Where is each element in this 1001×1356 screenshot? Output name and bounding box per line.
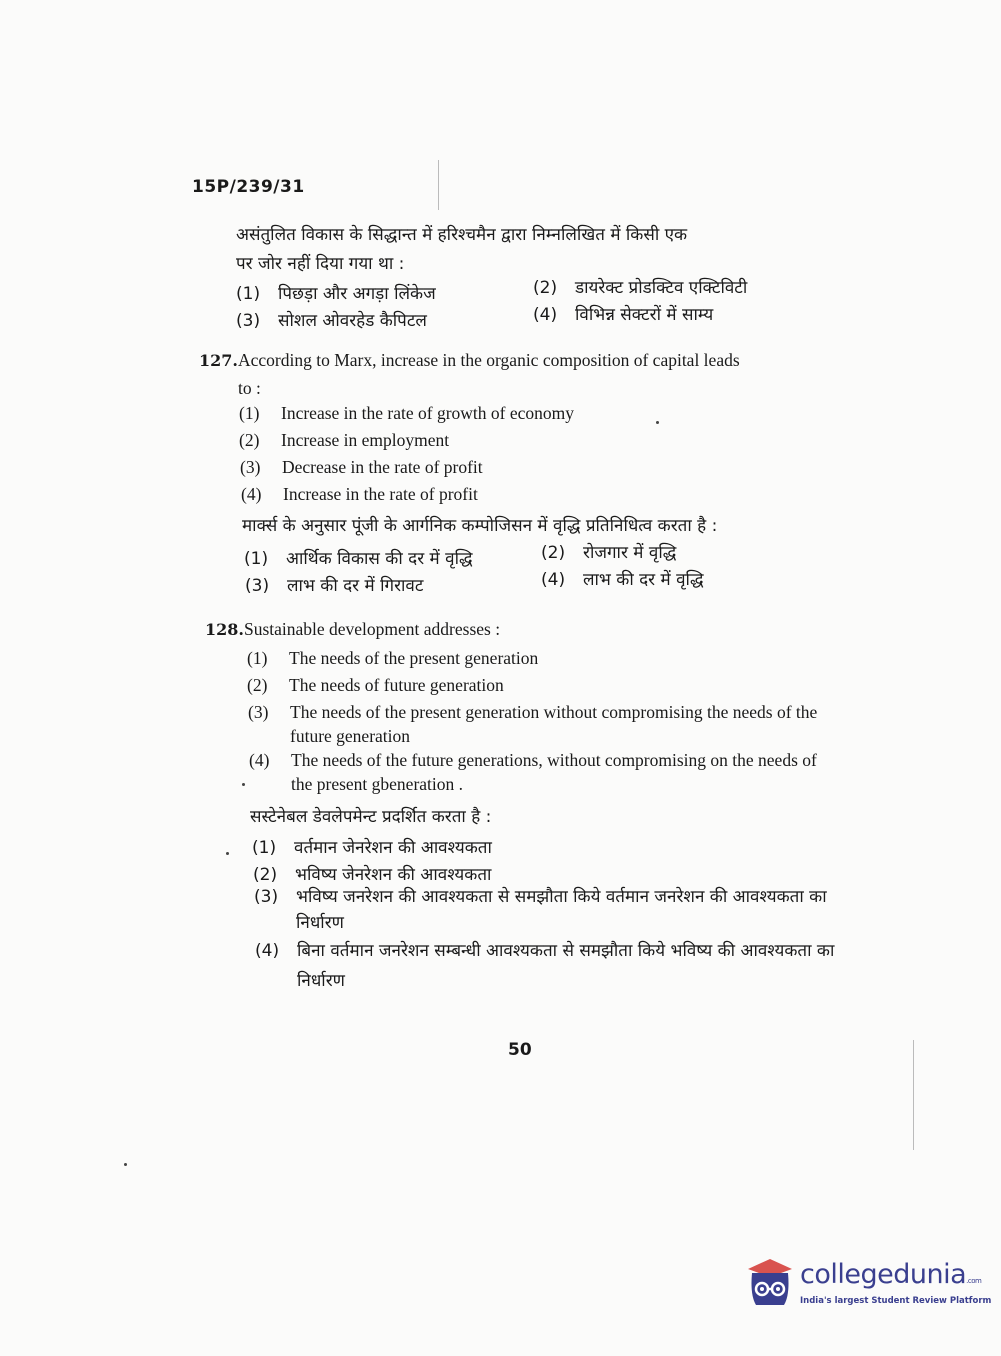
option-number: (2) <box>541 543 566 563</box>
q127-hindi-option-2 <box>541 540 676 563</box>
q127-option-3 <box>240 457 483 478</box>
option-number: (1) <box>247 648 268 668</box>
option-text: डायरेक्ट प्रोडक्टिव एक्टिविटी <box>575 278 748 298</box>
option-number: (1) <box>244 549 269 569</box>
q128-hindi-option-4 <box>255 936 845 996</box>
scan-speck <box>124 1163 127 1166</box>
q128-hindi-stem: सस्टेनेबल डेवलेपमेन्ट प्रदर्शित करता है : <box>250 807 492 827</box>
option-number: (2) <box>253 865 278 885</box>
option-number: (4) <box>241 484 262 504</box>
option-number: (2) <box>239 430 260 450</box>
q128-option-2 <box>247 675 504 696</box>
question-text: According to Marx, increase in the organic composition of capital leads <box>237 350 740 370</box>
option-text: विभिन्न सेक्टरों में साम्य <box>575 305 714 325</box>
option-number: (3) <box>245 576 270 596</box>
option-text: Increase in employment <box>281 430 450 450</box>
option-text: लाभ की दर में गिरावट <box>287 576 424 596</box>
option-text: वर्तमान जेनरेशन की आवश्यकता <box>294 838 492 858</box>
q128-option-3 <box>248 700 838 748</box>
option-text: Increase in the rate of profit <box>283 484 478 504</box>
question-number: 128. <box>205 620 244 639</box>
option-text: Increase in the rate of growth of economy <box>281 403 575 423</box>
q127-hindi-option-1 <box>244 546 473 569</box>
option-number: (2) <box>247 675 268 695</box>
q128-option-4 <box>249 748 839 796</box>
option-text: सोशल ओवरहेड कैपिटल <box>278 311 427 331</box>
q128-hindi-option-1 <box>252 835 492 858</box>
scan-speck <box>656 421 659 424</box>
collegedunia-logo[interactable] <box>742 1255 992 1315</box>
q128-stem <box>205 619 500 640</box>
option-text: रोजगार में वृद्धि <box>583 543 677 563</box>
option-number: (3) <box>254 887 279 907</box>
paper-code: 15P/239/31 <box>192 177 305 197</box>
option-text: लाभ की दर में वृद्धि <box>583 570 704 590</box>
logo-suffix: .com <box>966 1277 982 1285</box>
option-number: (1) <box>252 838 277 858</box>
option-text: The needs of the present generation without compromising the needs of the future generation <box>290 702 818 746</box>
scan-speck <box>226 852 229 855</box>
option-text: बिना वर्तमान जनरेशन सम्बन्धी आवश्यकता से समझौता किये भविष्य की आवश्यकता का निर्धारण <box>297 941 835 991</box>
q127-option-2 <box>239 430 449 451</box>
question-text: Sustainable development addresses : <box>243 619 501 639</box>
logo-wordmark <box>800 1259 981 1290</box>
option-number: (2) <box>533 278 558 298</box>
option-text: The needs of the future generations, without compromising on the needs of the present gbeneration . <box>291 750 817 794</box>
option-text: पिछड़ा और अगड़ा लिंकेज <box>278 284 436 304</box>
q127-hindi-option-4 <box>541 567 704 590</box>
q127-option-1 <box>239 403 574 424</box>
option-number: (4) <box>541 570 566 590</box>
option-number: (3) <box>240 457 261 477</box>
q127-stem-line2: to : <box>238 378 261 398</box>
q128-option-1 <box>247 648 538 669</box>
q126-hindi-option-2 <box>533 275 747 298</box>
option-number: (4) <box>533 305 558 325</box>
q128-hindi-option-3 <box>254 884 844 936</box>
option-number: (1) <box>239 403 260 423</box>
option-number: (3) <box>236 311 261 331</box>
mascot-icon <box>742 1255 798 1313</box>
q127-stem-line1 <box>199 350 740 371</box>
option-text: Decrease in the rate of profit <box>282 457 483 477</box>
option-number: (3) <box>248 702 269 722</box>
option-text: The needs of the present generation <box>289 648 539 668</box>
q126-hindi-stem-line1: असंतुलित विकास के सिद्धान्त में हरिश्चमैन द्वारा निम्नलिखित में किसी एक <box>236 225 688 245</box>
q126-hindi-option-3 <box>236 308 427 331</box>
q128-hindi-option-2 <box>253 862 491 885</box>
q126-hindi-option-4 <box>533 302 713 325</box>
option-number: (4) <box>249 750 270 770</box>
option-text: भविष्य जनरेशन की आवश्यकता से समझौता किये वर्तमान जनरेशन की आवश्यकता का निर्धारण <box>296 887 827 933</box>
logo-tagline: India's largest Student Review Platform <box>800 1296 992 1306</box>
scan-speck <box>242 783 245 786</box>
q127-option-4 <box>241 484 478 505</box>
option-number: (4) <box>255 941 280 961</box>
logo-name: collegedunia <box>800 1259 967 1290</box>
scan-margin-line <box>913 1040 914 1150</box>
q127-hindi-option-3 <box>245 573 423 596</box>
question-number: 127. <box>199 351 238 370</box>
option-text: भविष्य जेनरेशन की आवश्यकता <box>295 865 492 885</box>
option-text: आर्थिक विकास की दर में वृद्धि <box>286 549 473 569</box>
scan-margin-line <box>438 160 439 210</box>
q127-hindi-stem: मार्क्स के अनुसार पूंजी के आर्गनिक कम्पोजिसन में वृद्धि प्रतिनिधित्व करता है : <box>242 516 718 536</box>
q126-hindi-option-1 <box>236 281 436 304</box>
page-number: 50 <box>508 1040 532 1060</box>
option-text: The needs of future generation <box>289 675 504 695</box>
q126-hindi-stem-line2: पर जोर नहीं दिया गया था : <box>236 254 405 274</box>
option-number: (1) <box>236 284 261 304</box>
